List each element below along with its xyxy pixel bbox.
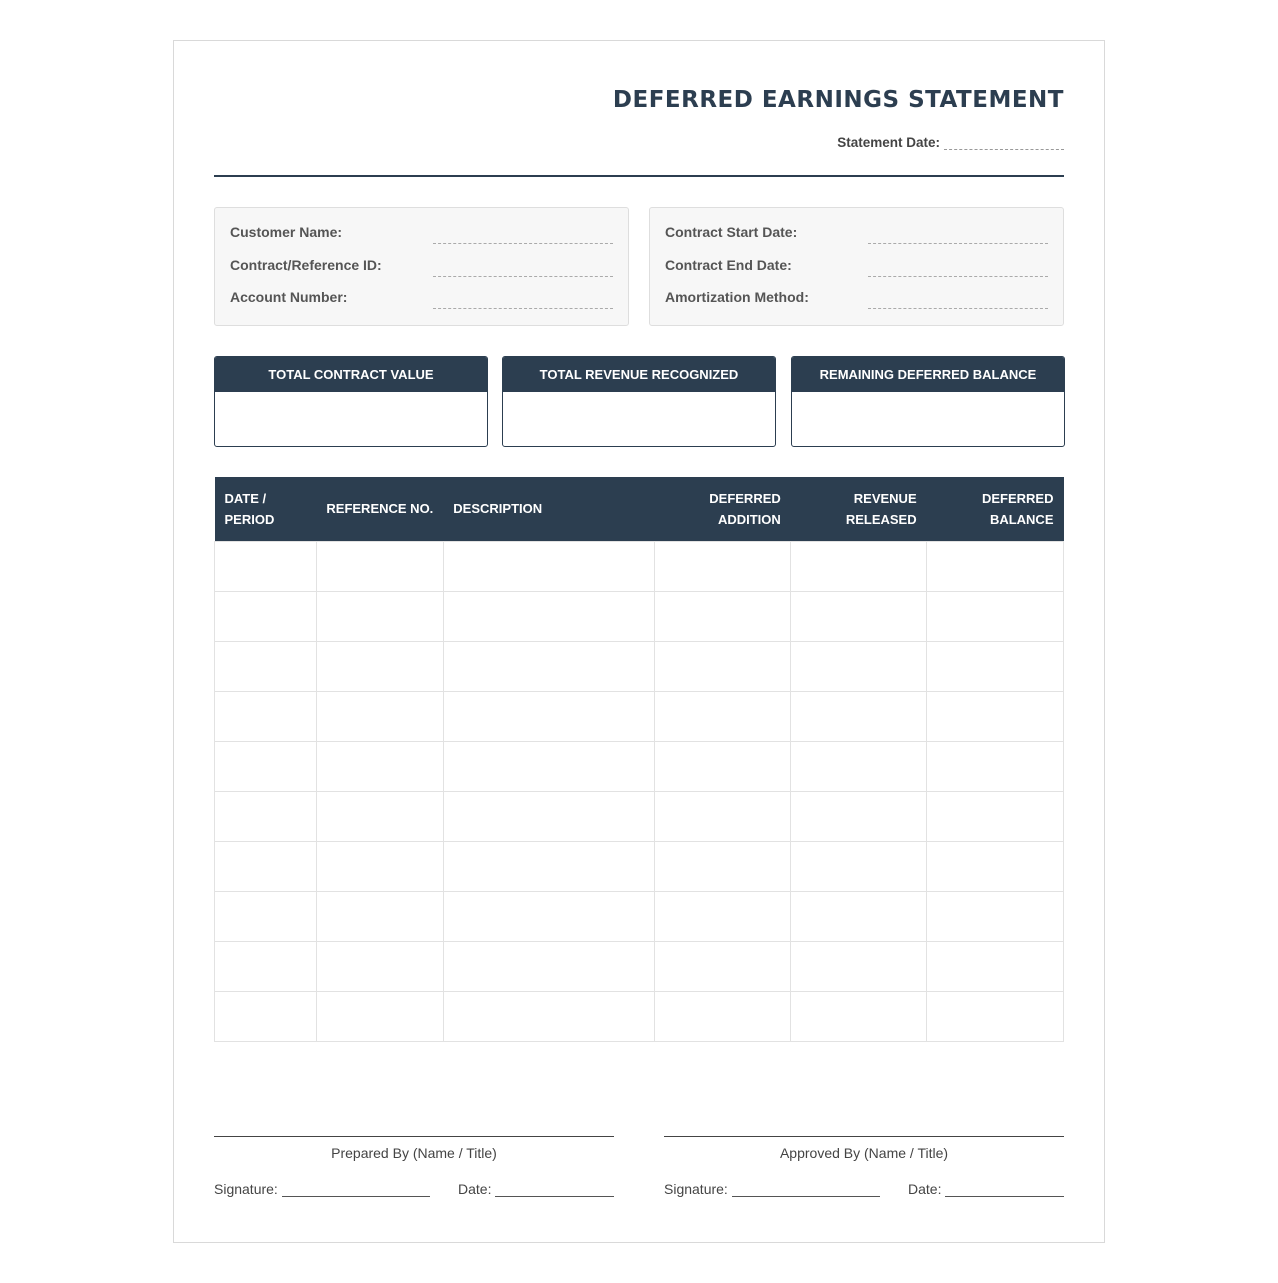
- table-cell[interactable]: [655, 891, 791, 941]
- table-row: [215, 641, 1064, 691]
- table-cell[interactable]: [215, 691, 317, 741]
- table-cell[interactable]: [791, 791, 927, 841]
- prepared-date-field[interactable]: [495, 1183, 614, 1197]
- table-cell[interactable]: [443, 991, 655, 1041]
- table-cell[interactable]: [443, 541, 655, 591]
- col-revenue-released-line1: REVENUE: [853, 490, 917, 506]
- customer-info-panel: [214, 207, 629, 326]
- col-deferred-addition: [655, 477, 791, 541]
- table-cell[interactable]: [655, 991, 791, 1041]
- table-cell[interactable]: [215, 941, 317, 991]
- approved-date-field[interactable]: [945, 1183, 1064, 1197]
- table-cell[interactable]: [215, 841, 317, 891]
- remaining-deferred-balance-box: [791, 356, 1065, 447]
- table-cell[interactable]: [443, 591, 655, 641]
- table-row: [215, 741, 1064, 791]
- table-cell[interactable]: [655, 591, 791, 641]
- customer-name-field[interactable]: [433, 226, 613, 244]
- contract-reference-field[interactable]: [433, 259, 613, 277]
- total-contract-value-field[interactable]: [215, 392, 487, 446]
- contract-start-label: Contract Start Date:: [665, 224, 798, 240]
- table-cell[interactable]: [316, 991, 443, 1041]
- table-cell[interactable]: [443, 841, 655, 891]
- total-revenue-recognized-field[interactable]: [503, 392, 775, 446]
- table-cell[interactable]: [215, 741, 317, 791]
- contract-start-field[interactable]: [868, 226, 1048, 244]
- amortization-method-label: Amortization Method:: [665, 289, 809, 305]
- table-cell[interactable]: [215, 641, 317, 691]
- approved-by-caption: Approved By (Name / Title): [779, 1145, 949, 1161]
- table-cell[interactable]: [655, 941, 791, 991]
- table-cell[interactable]: [316, 591, 443, 641]
- table-cell[interactable]: [655, 541, 791, 591]
- table-cell[interactable]: [316, 941, 443, 991]
- table-cell[interactable]: [927, 641, 1064, 691]
- table-cell[interactable]: [215, 891, 317, 941]
- customer-name-row: [230, 224, 613, 246]
- contract-end-label: Contract End Date:: [665, 256, 792, 273]
- contract-start-row: [665, 224, 1048, 246]
- table-cell[interactable]: [927, 991, 1064, 1041]
- account-number-label: Account Number:: [230, 289, 348, 305]
- customer-name-label: Customer Name:: [230, 224, 343, 240]
- table-cell[interactable]: [791, 991, 927, 1041]
- table-cell[interactable]: [316, 841, 443, 891]
- amortization-method-row: [665, 279, 1048, 312]
- prepared-sign-row: [214, 1181, 614, 1197]
- table-cell[interactable]: [316, 641, 443, 691]
- remaining-deferred-balance-label: REMAINING DEFERRED BALANCE: [792, 357, 1064, 392]
- table-cell[interactable]: [443, 641, 655, 691]
- prepared-by-caption: Prepared By (Name / Title): [331, 1145, 497, 1161]
- statement-page: [173, 40, 1105, 1243]
- table-cell[interactable]: [316, 891, 443, 941]
- ledger-body: [215, 541, 1064, 1041]
- total-contract-value-box: [214, 356, 488, 447]
- table-cell[interactable]: [791, 591, 927, 641]
- table-cell[interactable]: [927, 891, 1064, 941]
- table-row: [215, 891, 1064, 941]
- table-row: [215, 941, 1064, 991]
- col-description-label: DESCRIPTION: [453, 501, 543, 517]
- table-cell[interactable]: [927, 741, 1064, 791]
- table-cell[interactable]: [655, 641, 791, 691]
- table-cell[interactable]: [655, 741, 791, 791]
- table-row: [215, 841, 1064, 891]
- col-revenue-released-line2: RELEASED: [845, 511, 917, 527]
- prepared-signature-field[interactable]: [282, 1183, 430, 1197]
- table-cell[interactable]: [316, 541, 443, 591]
- table-cell[interactable]: [215, 591, 317, 641]
- table-cell[interactable]: [791, 691, 927, 741]
- remaining-deferred-balance-field[interactable]: [792, 392, 1064, 446]
- col-date-period-line2: PERIOD: [224, 511, 275, 527]
- table-cell[interactable]: [443, 741, 655, 791]
- table-cell[interactable]: [443, 891, 655, 941]
- table-cell[interactable]: [791, 841, 927, 891]
- prepared-by-line[interactable]: [214, 1136, 614, 1137]
- table-cell[interactable]: [927, 691, 1064, 741]
- contract-reference-row: [230, 246, 613, 279]
- table-cell[interactable]: [215, 791, 317, 841]
- col-reference-no-label: REFERENCE NO.: [326, 501, 434, 517]
- table-cell[interactable]: [316, 791, 443, 841]
- col-deferred-balance: [927, 477, 1064, 541]
- table-row: [215, 591, 1064, 641]
- table-row: [215, 691, 1064, 741]
- account-number-row: [230, 279, 613, 312]
- table-row: [215, 991, 1064, 1041]
- table-cell[interactable]: [443, 791, 655, 841]
- table-cell[interactable]: [316, 741, 443, 791]
- col-description: [443, 477, 655, 541]
- table-cell[interactable]: [655, 791, 791, 841]
- table-row: [215, 791, 1064, 841]
- table-cell[interactable]: [791, 891, 927, 941]
- table-cell[interactable]: [791, 941, 927, 991]
- col-deferred-balance-line1: DEFERRED: [981, 490, 1054, 506]
- contract-reference-label: Contract/Reference ID:: [230, 256, 382, 273]
- contract-end-field[interactable]: [868, 259, 1048, 277]
- table-cell[interactable]: [927, 541, 1064, 591]
- total-revenue-recognized-label: TOTAL REVENUE RECOGNIZED: [503, 357, 775, 392]
- table-cell[interactable]: [215, 541, 317, 591]
- statement-date-field[interactable]: [944, 136, 1064, 150]
- approved-by-block: [664, 1136, 1064, 1197]
- table-cell[interactable]: [215, 991, 317, 1041]
- total-revenue-recognized-box: [502, 356, 776, 447]
- table-cell[interactable]: [791, 741, 927, 791]
- contract-info-panel: [649, 207, 1064, 326]
- ledger-table: [214, 477, 1064, 1042]
- statement-date-label: Statement Date:: [837, 135, 940, 150]
- approved-sign-row: [664, 1181, 1064, 1197]
- col-revenue-released: [791, 477, 927, 541]
- total-contract-value-label: TOTAL CONTRACT VALUE: [215, 357, 487, 392]
- table-cell[interactable]: [316, 691, 443, 741]
- ledger-header-row: [215, 477, 1064, 541]
- page-title: DEFERRED EARNINGS STATEMENT: [612, 87, 1064, 113]
- table-cell[interactable]: [655, 841, 791, 891]
- prepared-date-label: Date:: [458, 1181, 492, 1197]
- table-cell[interactable]: [927, 791, 1064, 841]
- approved-signature-label: Signature:: [664, 1181, 728, 1197]
- col-reference-no: [316, 477, 443, 541]
- approved-by-line[interactable]: [664, 1136, 1064, 1137]
- table-cell[interactable]: [443, 691, 655, 741]
- table-cell[interactable]: [655, 691, 791, 741]
- account-number-field[interactable]: [433, 291, 613, 309]
- table-cell[interactable]: [443, 941, 655, 991]
- contract-end-row: [665, 246, 1048, 279]
- col-deferred-balance-line2: BALANCE: [989, 511, 1054, 527]
- table-cell[interactable]: [927, 941, 1064, 991]
- approved-signature-field[interactable]: [732, 1183, 880, 1197]
- prepared-signature-label: Signature:: [214, 1181, 278, 1197]
- table-cell[interactable]: [791, 541, 927, 591]
- col-date-period: [215, 477, 317, 541]
- table-cell[interactable]: [927, 591, 1064, 641]
- col-date-period-line1: DATE /: [224, 490, 267, 506]
- header-divider: [214, 175, 1064, 177]
- approved-date-label: Date:: [908, 1181, 942, 1197]
- col-deferred-addition-line1: DEFERRED: [709, 490, 781, 506]
- col-deferred-addition-line2: ADDITION: [717, 511, 781, 527]
- table-cell[interactable]: [791, 641, 927, 691]
- prepared-by-block: [214, 1136, 614, 1197]
- amortization-method-field[interactable]: [868, 291, 1048, 309]
- table-row: [215, 541, 1064, 591]
- statement-date: [837, 135, 1064, 150]
- table-cell[interactable]: [927, 841, 1064, 891]
